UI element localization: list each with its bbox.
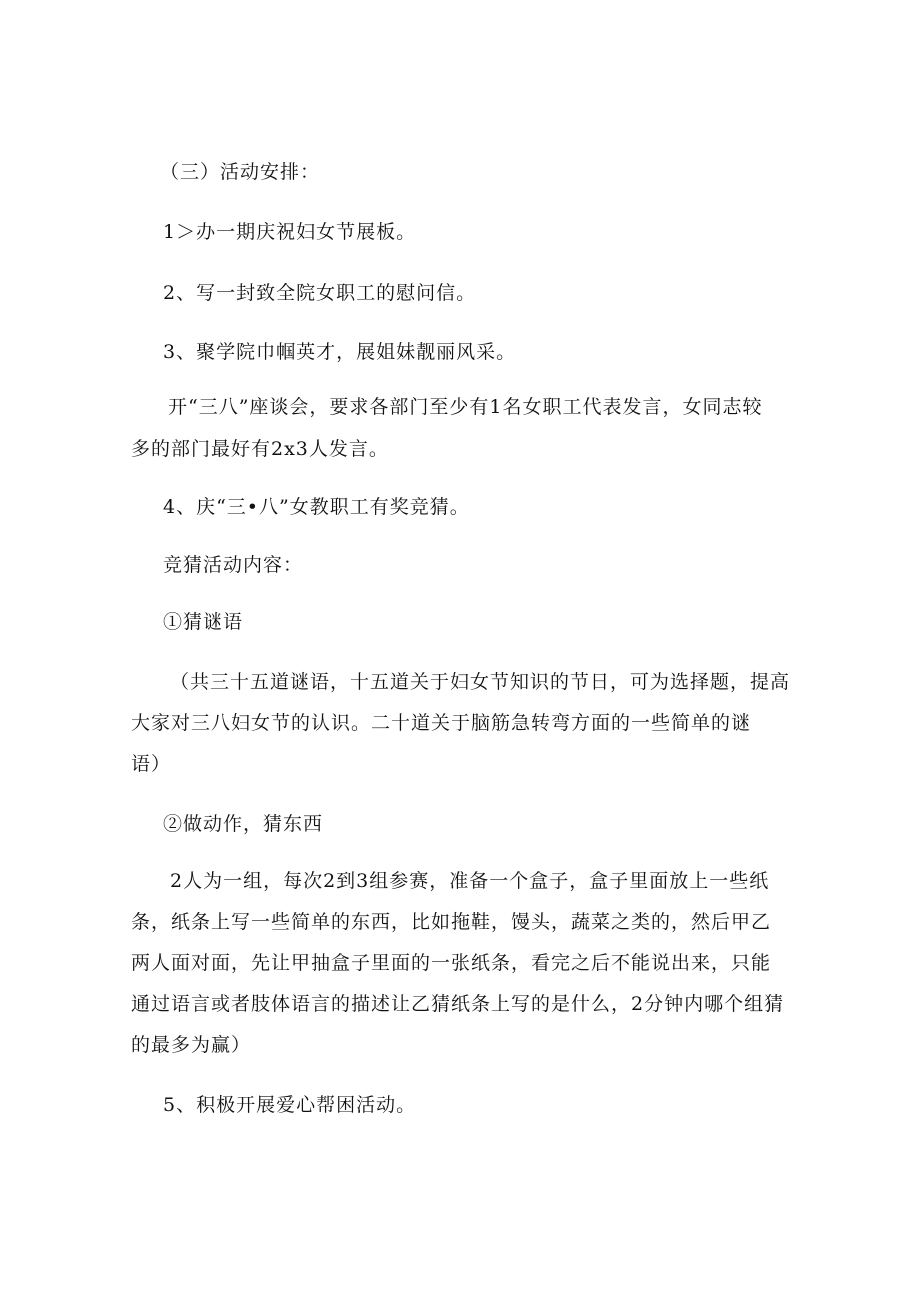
list-item-1: 1＞办一期庆祝妇女节展板。 <box>163 221 417 243</box>
list-item-3: 3、聚学院巾帼英才，展姐妹靓丽风采。 <box>163 341 517 363</box>
action-paragraph-line: 两人面对面，先让甲抽盒子里面的一张纸条，看完之后不能说出来，只能 <box>131 952 772 974</box>
action-heading: ②做动作，猜东西 <box>163 813 324 835</box>
forum-paragraph-line: 开“三八”座谈会，要求各部门至少有1名女职工代表发言，女同志较 <box>168 396 763 418</box>
action-paragraph-line: 通过语言或者肢体语言的描述让乙猜纸条上写的是什么，2分钟内哪个组猜 <box>131 993 785 1015</box>
riddle-heading: ①猜谜语 <box>163 611 244 633</box>
riddle-paragraph-line: （共三十五道谜语，十五道关于妇女节知识的节日，可为选择题，提高 <box>170 671 791 693</box>
riddle-paragraph-line: 语） <box>131 753 172 775</box>
list-item-2: 2、写一封致全院女职工的慰问信。 <box>163 282 477 304</box>
riddle-paragraph-line: 大家对三八妇女节的认识。二十道关于脑筋急转弯方面的一些简单的谜 <box>131 712 752 734</box>
section-heading: （三）活动安排： <box>160 161 321 183</box>
action-paragraph-line: 条，纸条上写一些简单的东西，比如拖鞋，馒头，蔬菜之类的，然后甲乙 <box>131 911 772 933</box>
action-paragraph-line: 的最多为赢） <box>131 1034 252 1056</box>
forum-paragraph-line: 多的部门最好有2x3人发言。 <box>131 438 389 460</box>
list-item-5: 5、积极开展爱心帮困活动。 <box>163 1094 417 1116</box>
action-paragraph-line: 2人为一组，每次2到3组参赛，准备一个盒子，盒子里面放上一些纸 <box>170 870 770 892</box>
list-item-4: 4、庆“三•八”女教职工有奖竞猜。 <box>163 496 470 518</box>
contest-heading: 竞猜活动内容： <box>163 554 304 576</box>
